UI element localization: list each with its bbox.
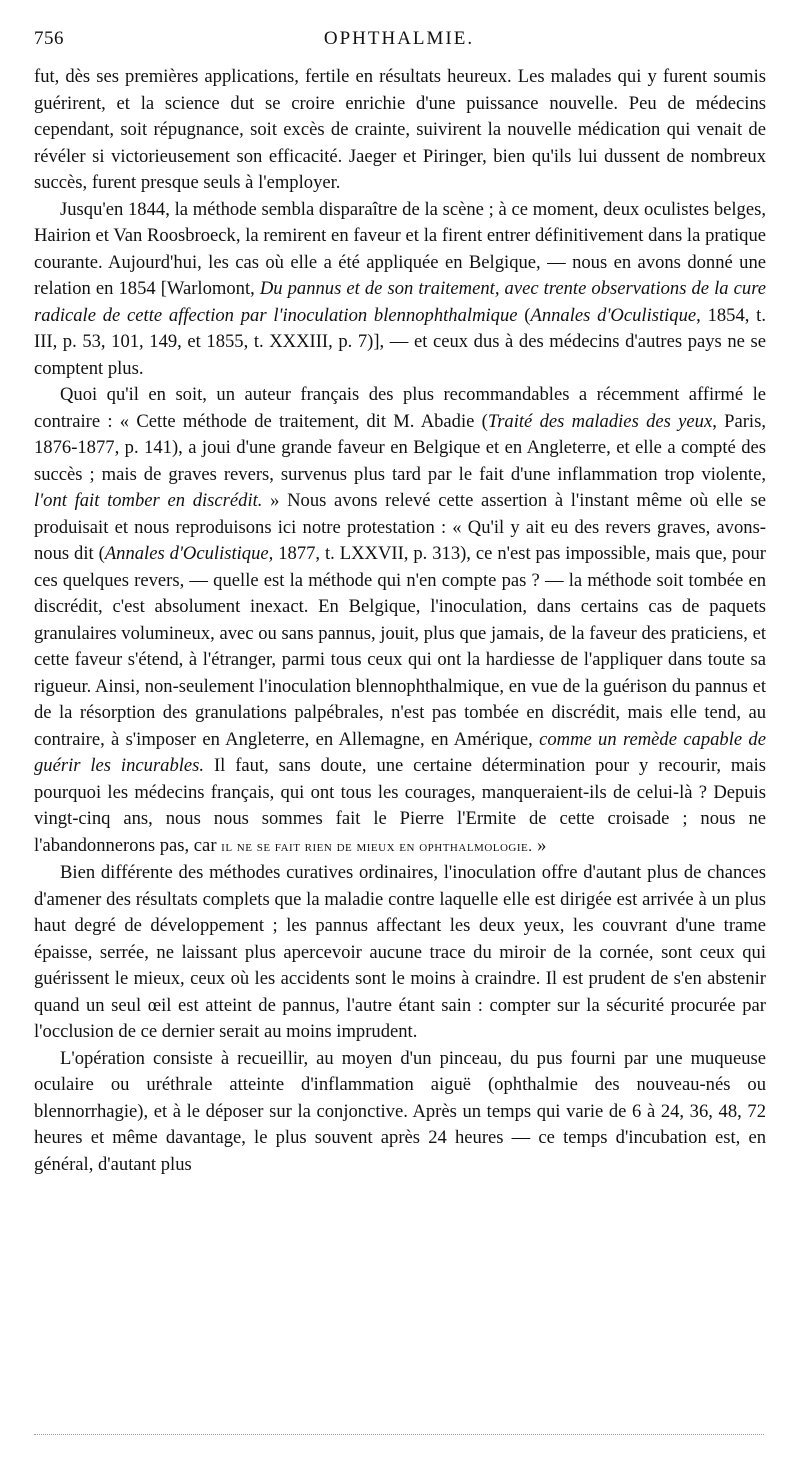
paragraph-5: L'opération consiste à recueillir, au moyen d'un pinceau, du pus fourni par une muqueuse oculaire ou uréthrale atteinte d'inflammation aiguë (ophthalmie des nouveau-nés ou blennorrhagie), et à le déposer sur la conjonctive. Après un temps qui varie de 6 à 24, 36, 48, 72 heures et même davantage, le plus souvent après 24 heures — ce temps d'incubation est, en général, d'autant plus	[34, 1047, 766, 1175]
paragraph-1: fut, dès ses premières applications, fertile en résultats heureux. Les malades qui y furent soumis guérirent, et la science dut se croire enrichie d'une puissance nouvelle. Peu de médecins cependant, soit répugnance, soit excès de crainte, suivirent la nouvelle médication qui venait de révéler si victorieusement son efficacité. Jaeger et Piringer, bien qu'ils lui dussent de nombreux succès, furent presque seuls à l'employer.	[34, 66, 766, 193]
footer-dotted-rule	[34, 1434, 764, 1435]
running-title: OPHTHALMIE.	[323, 28, 475, 49]
p2-text-c: (	[517, 304, 531, 326]
p3-text-g: , 1877, t. LXXVII, p. 313), ce n'est pas impossible, mais que, pour ces quelques revers, — quelle est la méthode qui n'en compte pas ? — la méthode soit tombée en discrédit, c'est absolument inexact. En Belgique, l'inoculation, dans certains cas de paquets granulaires volumineux, avec ou sans pannus, jouit, plus que jamais, de la faveur des praticiens, et cette faveur s'étend, à l'étranger, parmi tous ceux qui ont la hardiesse de l'appliquer dans toute sa rigueur. Ainsi, non-seulement l'inoculation blennophthalmique, en vue de la guérison du pannus et de la résorption des granulations palpébrales, n'est pas tombée en discrédit, mais elle tend, au contraire, à s'imposer en Angleterre, en Allemagne, en Amérique,	[34, 543, 766, 750]
p2-journal-title: Annales d'Oculistique	[530, 304, 697, 326]
p2-text-a: Jusqu'en 1844, la méthode sembla disparaître de la scène ; à ce moment, deux oculistes belges, Hairion et Van Roosbroeck, la remirent en faveur et la firent entrer définitivement dans la pratique courante. Aujourd'hui, les cas où elle a été appliquée en Belgique, — nous en avons donné une relation en 1854 [Warlomont,	[34, 198, 766, 299]
p3-text-a: Quoi qu'il en soit, un auteur français des plus recommandables a récemment affirmé le contraire : « Cette méthode de traitement, dit M. Abadie (	[34, 384, 766, 432]
p3-smallcaps-motto: il ne se fait rien de mieux en ophthalmologie.	[221, 838, 533, 855]
page-header	[34, 28, 764, 54]
paragraph-4: Bien différente des méthodes curatives ordinaires, l'inoculation offre d'autant plus de chances d'amener des résultats complets que la maladie contre laquelle elle est dirigée est arrivée à un plus haut degré de développement ; les pannus affectant les deux yeux, les couvrant d'une trame épaisse, serrée, ne laissant plus apercevoir aucune trace du miroir de la cornée, sont ceux qui guérissent le mieux, ceux où les accidents sont le moins à craindre. Il est prudent de s'en abstenir quand un seul œil est atteint de pannus, l'autre étant sain : compter sur la sécurité procurée par l'occlusion de ce dernier serait au moins imprudent.	[34, 862, 766, 1042]
paragraph-2	[34, 197, 766, 383]
p3-text-c: , Paris, 1876-1877, p. 141), a joui d'une grande faveur en Belgique et en Angleterre, et elle a compté des succès ; mais de graves revers, survenus plus tard par le fait d'une inflammation trop violente,	[34, 410, 766, 485]
p3-text-k: »	[532, 834, 547, 856]
p3-quote-emphasis: l'ont fait tomber en discrédit.	[34, 490, 263, 511]
p3-remedy-emphasis: comme un remède capable de guérir les incurables.	[34, 728, 766, 776]
p3-book-title: Traité des maladies des yeux	[487, 410, 713, 432]
p3-text-i: Il faut, sans doute, une certaine détermination pour y recourir, mais pourquoi les médecins français, qui ont tous les courages, manqueraient-ils de celui-là ? Depuis vingt-cinq ans, nous nous sommes fait le Pierre l'Ermite de cette croisade ; nous ne l'abandonnerons pas, car	[34, 755, 766, 856]
page-number: 756	[34, 28, 64, 49]
paragraph-3	[34, 382, 766, 860]
body-text	[34, 64, 766, 1178]
p2-text-e: , 1854, t. III, p. 53, 101, 149, et 1855, t. XXXIII, p. 7)], — et ceux dus à des médecins d'autres pays ne se comptent plus.	[34, 304, 766, 379]
p2-citation-title: Du pannus et de son traitement, avec trente observations de la cure radicale de cette affection par l'inoculation blennophthalmique	[34, 278, 766, 326]
p3-text-e: » Nous avons relevé cette assertion à l'instant même où elle se produisait et nous reproduisons ici notre protestation : « Qu'il y ait eu des revers graves, avons-nous dit (	[34, 490, 766, 564]
p3-journal-title: Annales d'Oculistique	[104, 543, 269, 564]
